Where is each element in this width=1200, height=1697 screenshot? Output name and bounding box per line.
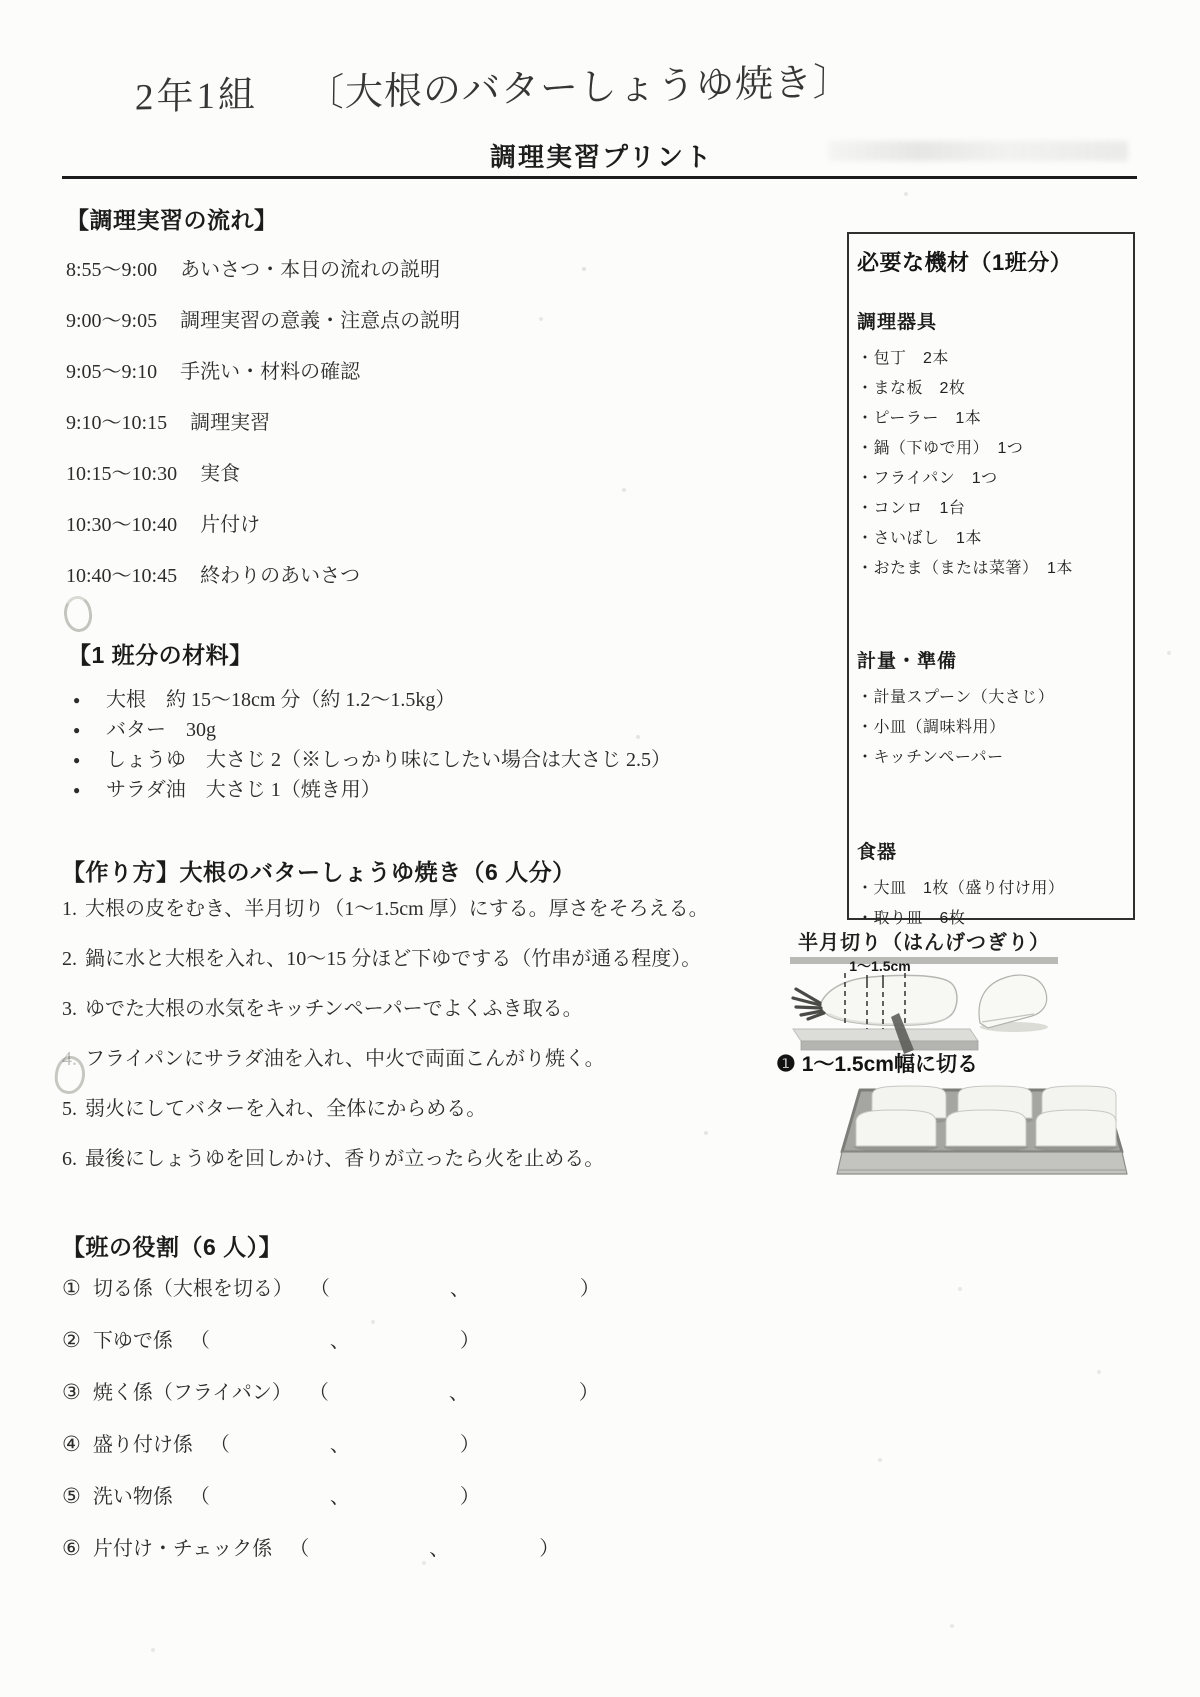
header-divider [62, 176, 1137, 179]
role-label: 焼く係（フライパン） [92, 1382, 292, 1404]
handwritten-dish-name: 〔大根のバターしょうゆ焼き〕 [305, 61, 853, 115]
equipment-item: ・小皿（調味料用） [857, 719, 1006, 736]
schedule-activity: 手洗い・材料の確認 [180, 361, 361, 383]
role-number: ③ [62, 1380, 81, 1404]
ingredient-text: しょうゆ 大さじ 2（※しっかり味にしたい場合は大さじ 2.5） [106, 749, 671, 771]
bullet-icon: ● [73, 783, 81, 797]
cutting-board-icon [793, 1029, 978, 1050]
schedule-time: 10:15～10:30 [66, 463, 178, 485]
handwritten-title [135, 50, 853, 120]
ingredient-text: バター 30g [106, 719, 216, 741]
sliced-daikon-tray-illustration [812, 1080, 1138, 1188]
equipment-section-heading: 食器 [857, 842, 898, 863]
ingredient-item [68, 715, 671, 745]
equipment-section-cookware [857, 307, 1125, 584]
schedule-time: 8:55～9:00 [66, 259, 158, 281]
schedule-activity: 実食 [200, 463, 241, 485]
schedule-time: 9:05～9:10 [66, 361, 158, 383]
recipe-step [62, 1147, 709, 1171]
scan-bleedthrough-artifact [828, 141, 1128, 161]
equipment-item: ・取り皿 6枚 [857, 910, 966, 927]
step-number: 6. [62, 1148, 77, 1170]
equipment-item: ・おたま（または菜箸） 1本 [857, 560, 1073, 577]
equipment-box-title: 必要な機材（1班分） [857, 250, 1073, 275]
role-name-blank: （ 、 ） [209, 1434, 480, 1456]
step-text: 鍋に水と大根を入れ、10～15 分ほど下ゆでする（竹串が通る程度）。 [85, 948, 702, 970]
role-label: 切る係（大根を切る） [92, 1278, 293, 1300]
ingredient-item [68, 775, 671, 805]
role-name-blank: （ 、 ） [309, 1278, 600, 1300]
bullet-icon: ● [73, 723, 81, 737]
bullet-icon: ● [73, 753, 81, 767]
schedule-time: 10:30～10:40 [66, 514, 178, 536]
tray-front-wall [837, 1152, 1127, 1174]
role-row [62, 1276, 600, 1302]
equipment-item: ・キッチンペーパー [857, 749, 1004, 766]
daikon-slices-front-row [854, 1110, 1118, 1152]
role-number: ④ [62, 1432, 81, 1456]
equipment-item: ・大皿 1枚（盛り付け用） [857, 880, 1065, 897]
role-name-blank: （ 、 ） [189, 1486, 480, 1508]
step-text: 弱火にしてバターを入れ、全体にからめる。 [85, 1098, 487, 1120]
measure-label: 1～1.5cm [849, 958, 911, 974]
equipment-box [847, 232, 1135, 927]
schedule-activity: 終わりのあいさつ [200, 565, 361, 587]
role-number: ② [62, 1328, 81, 1352]
schedule-activity: 調理実習の意義・注意点の説明 [180, 310, 461, 332]
recipe-section [62, 854, 709, 1197]
equipment-section-tableware [857, 837, 1125, 934]
bullet-icon: ● [73, 693, 81, 707]
step-number: 1. [62, 898, 77, 920]
ingredients-heading: 【1 班分の材料】 [68, 642, 253, 668]
equipment-section-heading: 計量・準備 [857, 651, 958, 672]
recipe-heading: 【作り方】大根のバターしょうゆ焼き（6 人分） [62, 859, 576, 885]
circled-one-icon: ❶ [776, 1051, 796, 1076]
equipment-item: ・まな板 2枚 [857, 380, 966, 397]
role-number: ⑤ [62, 1484, 81, 1508]
schedule-time: 9:00～9:05 [66, 310, 158, 332]
schedule-time: 9:10～10:15 [66, 412, 168, 434]
roles-heading: 【班の役割（6 人）】 [62, 1234, 283, 1260]
role-label: 下ゆで係 [92, 1330, 173, 1352]
recipe-step [62, 997, 709, 1021]
role-row [62, 1432, 600, 1458]
ingredient-text: 大根 約 15～18cm 分（約 1.2～1.5kg） [106, 689, 456, 711]
role-name-blank: （ 、 ） [289, 1538, 560, 1560]
role-number: ⑥ [62, 1536, 81, 1560]
equipment-item: ・コンロ 1台 [857, 500, 966, 517]
ingredient-item [68, 745, 671, 775]
schedule-row [66, 565, 460, 588]
equipment-item: ・包丁 2本 [857, 350, 949, 367]
recipe-step [62, 1097, 709, 1121]
ingredients-section [68, 637, 671, 805]
role-label: 洗い物係 [92, 1486, 173, 1508]
schedule-row [66, 361, 460, 384]
step-text: 最後にしょうゆを回しかけ、香りが立ったら火を止める。 [85, 1148, 605, 1170]
role-label: 片付け・チェック係 [92, 1538, 273, 1560]
ingredient-item [68, 685, 671, 715]
cut-step-text: 1～1.5cm幅に切る [801, 1053, 978, 1076]
equipment-item: ・鍋（下ゆで用） 1つ [857, 440, 1024, 457]
daikon-cutting-illustration [766, 953, 1076, 1057]
equipment-item: ・フライパン 1つ [857, 470, 998, 487]
handwritten-class-name: 2年1組 [134, 74, 259, 119]
schedule-row [66, 259, 460, 282]
schedule-activity: 調理実習 [190, 412, 271, 434]
equipment-item: ・ピーラー 1本 [857, 410, 982, 427]
equipment-section-measuring [857, 646, 1125, 773]
page-title: 調理実習プリント [490, 142, 713, 172]
cut-guide-heading: 半月切り（はんげつぎり） [790, 926, 1058, 964]
schedule-section [66, 202, 460, 616]
schedule-row [66, 514, 460, 537]
cut-step-caption [776, 1048, 978, 1078]
role-row [62, 1328, 600, 1354]
daikon-stems-icon [793, 989, 824, 1019]
ingredient-text: サラダ油 大さじ 1（焼き用） [106, 779, 381, 801]
role-name-blank: （ 、 ） [308, 1382, 599, 1404]
equipment-section-heading: 調理器具 [857, 312, 938, 333]
step-text: 大根の皮をむき、半月切り（1～1.5cm 厚）にする。厚さをそろえる。 [85, 898, 709, 920]
schedule-heading: 【調理実習の流れ】 [66, 207, 278, 233]
equipment-item: ・さいばし 1本 [857, 530, 982, 547]
recipe-step [62, 897, 709, 921]
half-moon-slice-icon [979, 975, 1048, 1032]
step-number: 3. [62, 998, 77, 1020]
schedule-activity: 片付け [200, 514, 261, 536]
role-row [62, 1484, 600, 1510]
role-name-blank: （ 、 ） [189, 1330, 480, 1352]
step-text: フライパンにサラダ油を入れ、中火で両面こんがり焼く。 [85, 1048, 605, 1070]
role-row [62, 1536, 600, 1562]
step-number: 2. [62, 948, 77, 970]
schedule-activity: あいさつ・本日の流れの説明 [180, 259, 441, 281]
schedule-row [66, 463, 460, 486]
role-row [62, 1380, 600, 1406]
step-text: ゆでた大根の水気をキッチンペーパーでよくふき取る。 [85, 998, 583, 1020]
schedule-time: 10:40～10:45 [66, 565, 178, 587]
scan-speckles-artifact [0, 0, 2, 2]
recipe-step [62, 1047, 709, 1071]
schedule-row [66, 310, 460, 333]
roles-section [62, 1229, 600, 1588]
step-number: 4. [62, 1048, 77, 1070]
schedule-row [66, 412, 460, 435]
equipment-item: ・計量スプーン（大さじ） [857, 689, 1055, 706]
step-number: 5. [62, 1098, 77, 1120]
role-label: 盛り付け係 [92, 1434, 193, 1456]
recipe-step [62, 947, 709, 971]
role-number: ① [62, 1276, 81, 1300]
daikon-icon [819, 975, 956, 1025]
